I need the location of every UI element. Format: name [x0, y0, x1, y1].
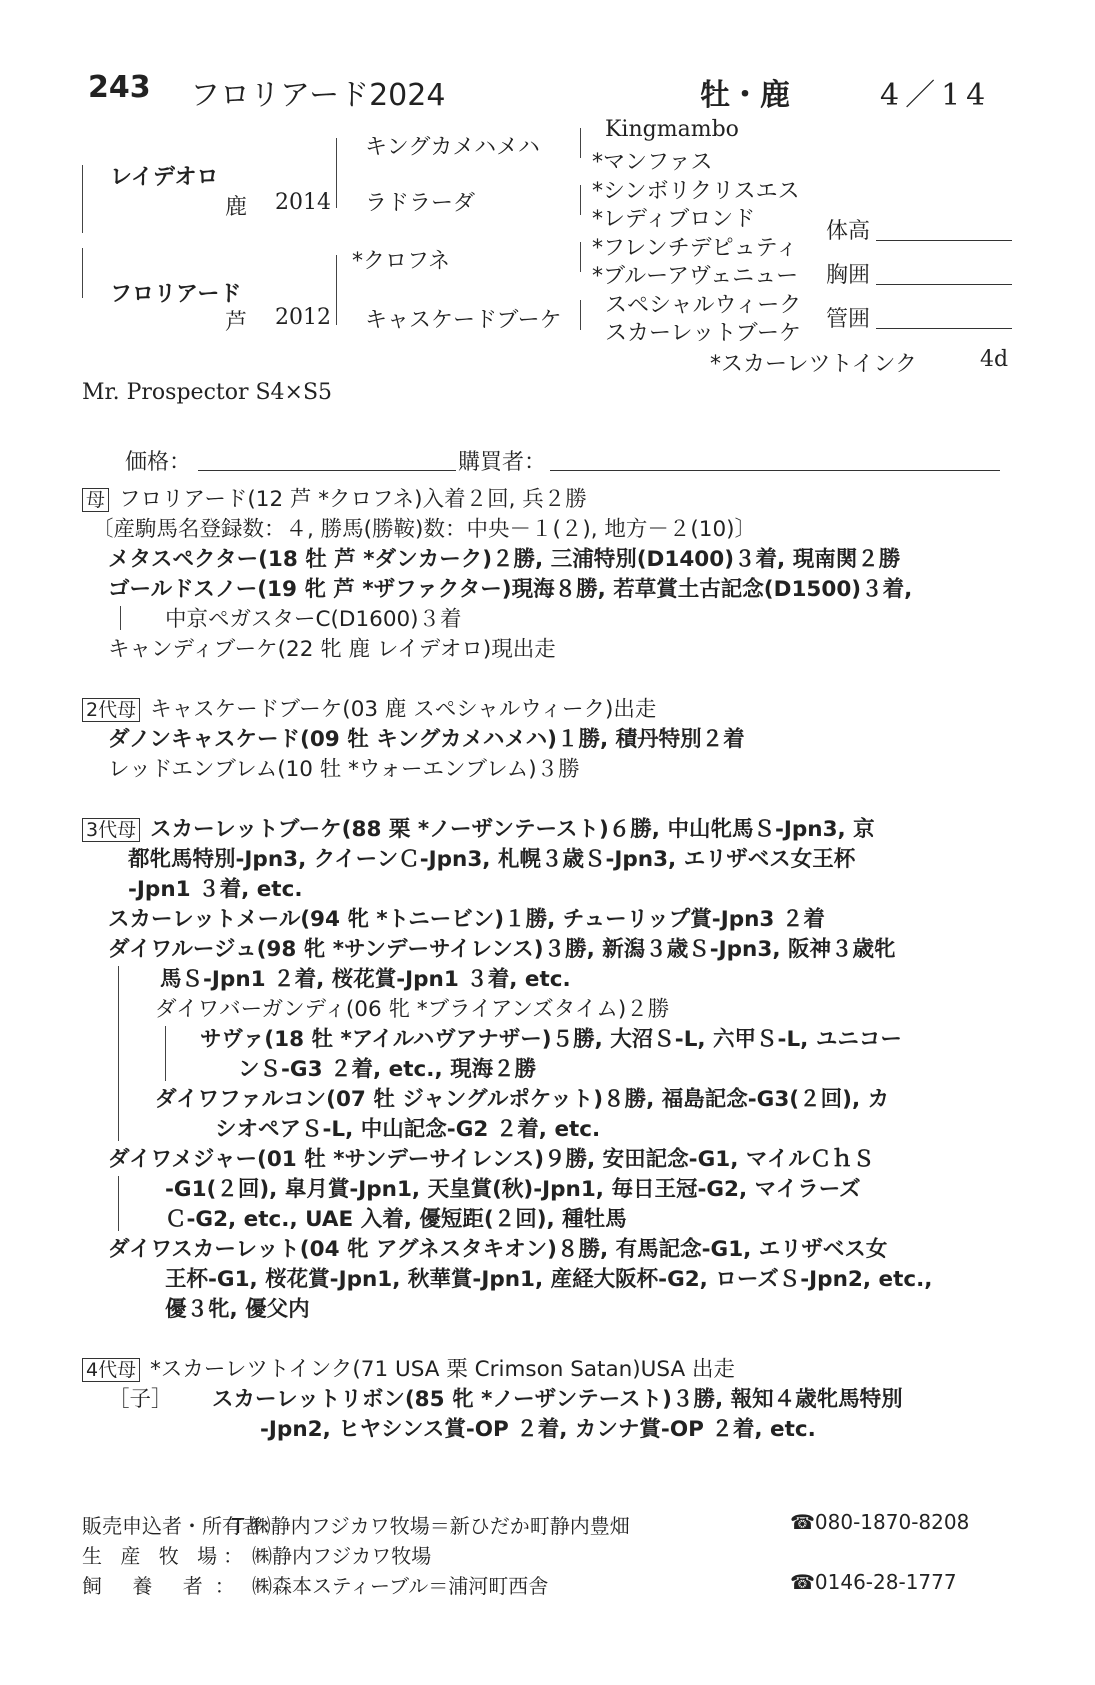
produce-1: メタスペクター(18 牡 芦 *ダンカーク)２勝, 三浦特別(D1400)３着, 現南関２勝 [108, 547, 901, 572]
dss-name: *フレンチデピュティ [592, 236, 798, 261]
scarlet-ribbon-cont: -Jpn2, ヒヤシンス賞-OP ２着, カンナ賞-OP ２着, etc. [260, 1417, 816, 1442]
family-number: 4d [980, 347, 1009, 372]
second-dam-produce-2: レッドエンブレム(10 牡 *ウォーエンブレム)３勝 [108, 757, 580, 782]
daiwa-scarlet-cont-2: 優３牝, 優父内 [165, 1297, 310, 1322]
ds-bracket [580, 242, 581, 272]
dam-color: 芦 [225, 310, 248, 335]
fourth-dam-line: *スカーレツトインク(71 USA 栗 Crimson Satan)USA 出走 [150, 1357, 736, 1382]
second-dam-tag: 2代母 [82, 698, 140, 722]
sire-color: 鹿 [225, 195, 248, 220]
scarlet-mail: スカーレットメール(94 牝 *トニービン)１勝, チューリップ賞-Jpn3 ２着 [108, 907, 825, 932]
keeper-label: 飼 養 者： [82, 1574, 247, 1598]
price-label: 価格： [125, 450, 192, 475]
buyer-field[interactable] [550, 470, 1000, 471]
ddd-name: スカーレットブーケ [605, 321, 802, 346]
produce-2-cont: 中京ペガスターC(D1600)３着 [165, 607, 462, 632]
owner-value: T ㈱静内フジカワ牧場＝新ひだか町静内豊畑 [232, 1514, 630, 1538]
breeder-value: ㈱静内フジカワ牧場 [252, 1544, 432, 1568]
fourth-dam-child-label: ［子］ [108, 1387, 173, 1412]
measure-cannon-line[interactable] [876, 328, 1012, 329]
buyer-label: 購買者： [458, 450, 547, 475]
keeper-value: ㈱森本スティーブル＝浦河町西舎 [252, 1574, 549, 1598]
lot-number: 243 [88, 70, 151, 105]
daiwa-major-bar [118, 1176, 119, 1231]
daiwa-falcon-cont: シオペアＳ-L, 中山記念-G2 ２着, etc. [215, 1117, 601, 1142]
daiwa-scarlet-cont-1: 王杯-G1, 桜花賞-Jpn1, 秋華賞-Jpn1, 産経大阪杯-G2, ローズＳ-Jpn2, etc., [165, 1267, 933, 1292]
third-dam-line: スカーレットブーケ(88 栗 *ノーザンテースト)６勝, 中山牝馬Ｓ-Jpn3, 京 [150, 817, 875, 842]
dam-tag: 母 [82, 488, 109, 512]
measure-chest-label: 胸囲 [826, 263, 871, 288]
dam-parents-bracket [336, 255, 337, 325]
second-dam-line: キャスケードブーケ(03 鹿 スペシャルウィーク)出走 [150, 697, 657, 722]
ss-bracket [580, 128, 581, 158]
dd-name: キャスケードブーケ [365, 308, 562, 333]
daiwa-burgundy-bar [165, 1026, 166, 1081]
breeder-label: 生 産 牧 場： [82, 1544, 250, 1568]
daiwa-rouge-cont: 馬Ｓ-Jpn1 ２着, 桜花賞-Jpn1 ３着, etc. [160, 967, 571, 992]
sd-name: ラドラーダ [365, 191, 476, 216]
daiwa-falcon: ダイワファルコン(07 牡 ジャングルポケット)８勝, 福島記念-G3(２回), カ [155, 1087, 890, 1112]
sire-name: レイデオロ [110, 165, 219, 190]
sdd-name: *レディブロンド [592, 207, 756, 232]
daiwa-major: ダイワメジャー(01 牡 *サンデーサイレンス)９勝, 安田記念-G1, マイルＣｈＳ [108, 1147, 875, 1172]
inbreeding: Mr. Prospector S4×S5 [82, 380, 333, 405]
owner-label: 販売申込者・所有者： [82, 1514, 282, 1538]
sava: サヴァ(18 牡 *アイルハヴアナザー)５勝, 大沼Ｓ-L, 六甲Ｓ-L, ユニコー [200, 1027, 902, 1052]
birth-date: 4／14 [880, 78, 992, 113]
second-dam-produce-1: ダノンキャスケード(09 牡 キングカメハメハ)１勝, 積丹特別２着 [108, 727, 745, 752]
third-dam-line-3: -Jpn1 ３着, etc. [128, 877, 303, 902]
sd-bracket [580, 185, 581, 215]
third-dam-tag: 3代母 [82, 818, 140, 842]
sire-year: 2014 [275, 190, 331, 215]
measure-cannon-label: 管囲 [826, 307, 871, 332]
daiwa-major-cont-1: -G1(２回), 皐月賞-Jpn1, 天皇賞(秋)-Jpn1, 毎日王冠-G2, マイラーズ [165, 1177, 861, 1202]
fourth-dam-tag: 4代母 [82, 1358, 140, 1382]
produce-2: ゴールドスノー(19 牝 芦 *ザファクター)現海８勝, 若草賞土古記念(D1500)３着, [108, 577, 913, 602]
dam-year: 2012 [275, 305, 331, 330]
dam-name: フロリアード [110, 282, 242, 307]
sire-parents-bracket [336, 138, 337, 208]
daiwa-scarlet: ダイワスカーレット(04 牝 アグネスタキオン)８勝, 有馬記念-G1, エリザベス女 [108, 1237, 888, 1262]
sds-name: *シンボリクリスエス [592, 179, 800, 204]
ssd-name: *マンファス [592, 150, 713, 175]
produce-2-bar [120, 606, 121, 630]
dam-produce-stats: 〔産駒馬名登録数：４, 勝馬(勝鞍)数：中央－１(２), 地方－２(10)〕 [92, 517, 757, 542]
produce-3: キャンディブーケ(22 牝 鹿 レイデオロ)現出走 [108, 637, 556, 662]
dds-name: スペシャルウィーク [605, 293, 802, 318]
daiwa-major-cont-2: Ｃ-G2, etc., UAE 入着, 優短距(２回), 種牡馬 [165, 1207, 627, 1232]
family-name: *スカーレツトインク [710, 352, 918, 377]
price-field[interactable] [198, 470, 456, 471]
dam-bracket [82, 248, 83, 298]
daiwa-rouge-bar [118, 966, 119, 1141]
sex-color: 牡・鹿 [700, 78, 790, 113]
third-dam-line-2: 都牝馬特別-Jpn3, クイーンＣ-Jpn3, 札幌３歳Ｓ-Jpn3, エリザベス女王杯 [128, 847, 856, 872]
sss-name: Kingmambo [605, 117, 739, 142]
daiwa-rouge: ダイワルージュ(98 牝 *サンデーサイレンス)３勝, 新潟３歳Ｓ-Jpn3, 阪神３歳牝 [108, 937, 896, 962]
measure-height-label: 体高 [826, 219, 871, 244]
sava-cont: ンＳ-G3 ２着, etc., 現海２勝 [238, 1057, 537, 1082]
dd-bracket [580, 300, 581, 330]
horse-name: フロリアード2024 [190, 78, 446, 113]
dsd-name: *ブルーアヴェニュー [592, 264, 799, 289]
owner-tel: ☎080-1870-8208 [790, 1510, 970, 1534]
measure-height-line[interactable] [876, 240, 1012, 241]
dam-line: フロリアード(12 芦 *クロフネ)入着２回, 兵２勝 [119, 487, 587, 512]
measure-chest-line[interactable] [876, 284, 1012, 285]
keeper-tel: ☎0146-28-1777 [790, 1570, 957, 1594]
sire-bracket [82, 165, 83, 233]
ds-name: *クロフネ [352, 249, 451, 274]
ss-name: キングカメハメハ [365, 135, 540, 160]
scarlet-ribbon: スカーレットリボン(85 牝 *ノーザンテースト)３勝, 報知４歳牝馬特別 [212, 1387, 903, 1412]
daiwa-burgundy: ダイワバーガンディ(06 牝 *ブライアンズタイム)２勝 [155, 997, 670, 1022]
